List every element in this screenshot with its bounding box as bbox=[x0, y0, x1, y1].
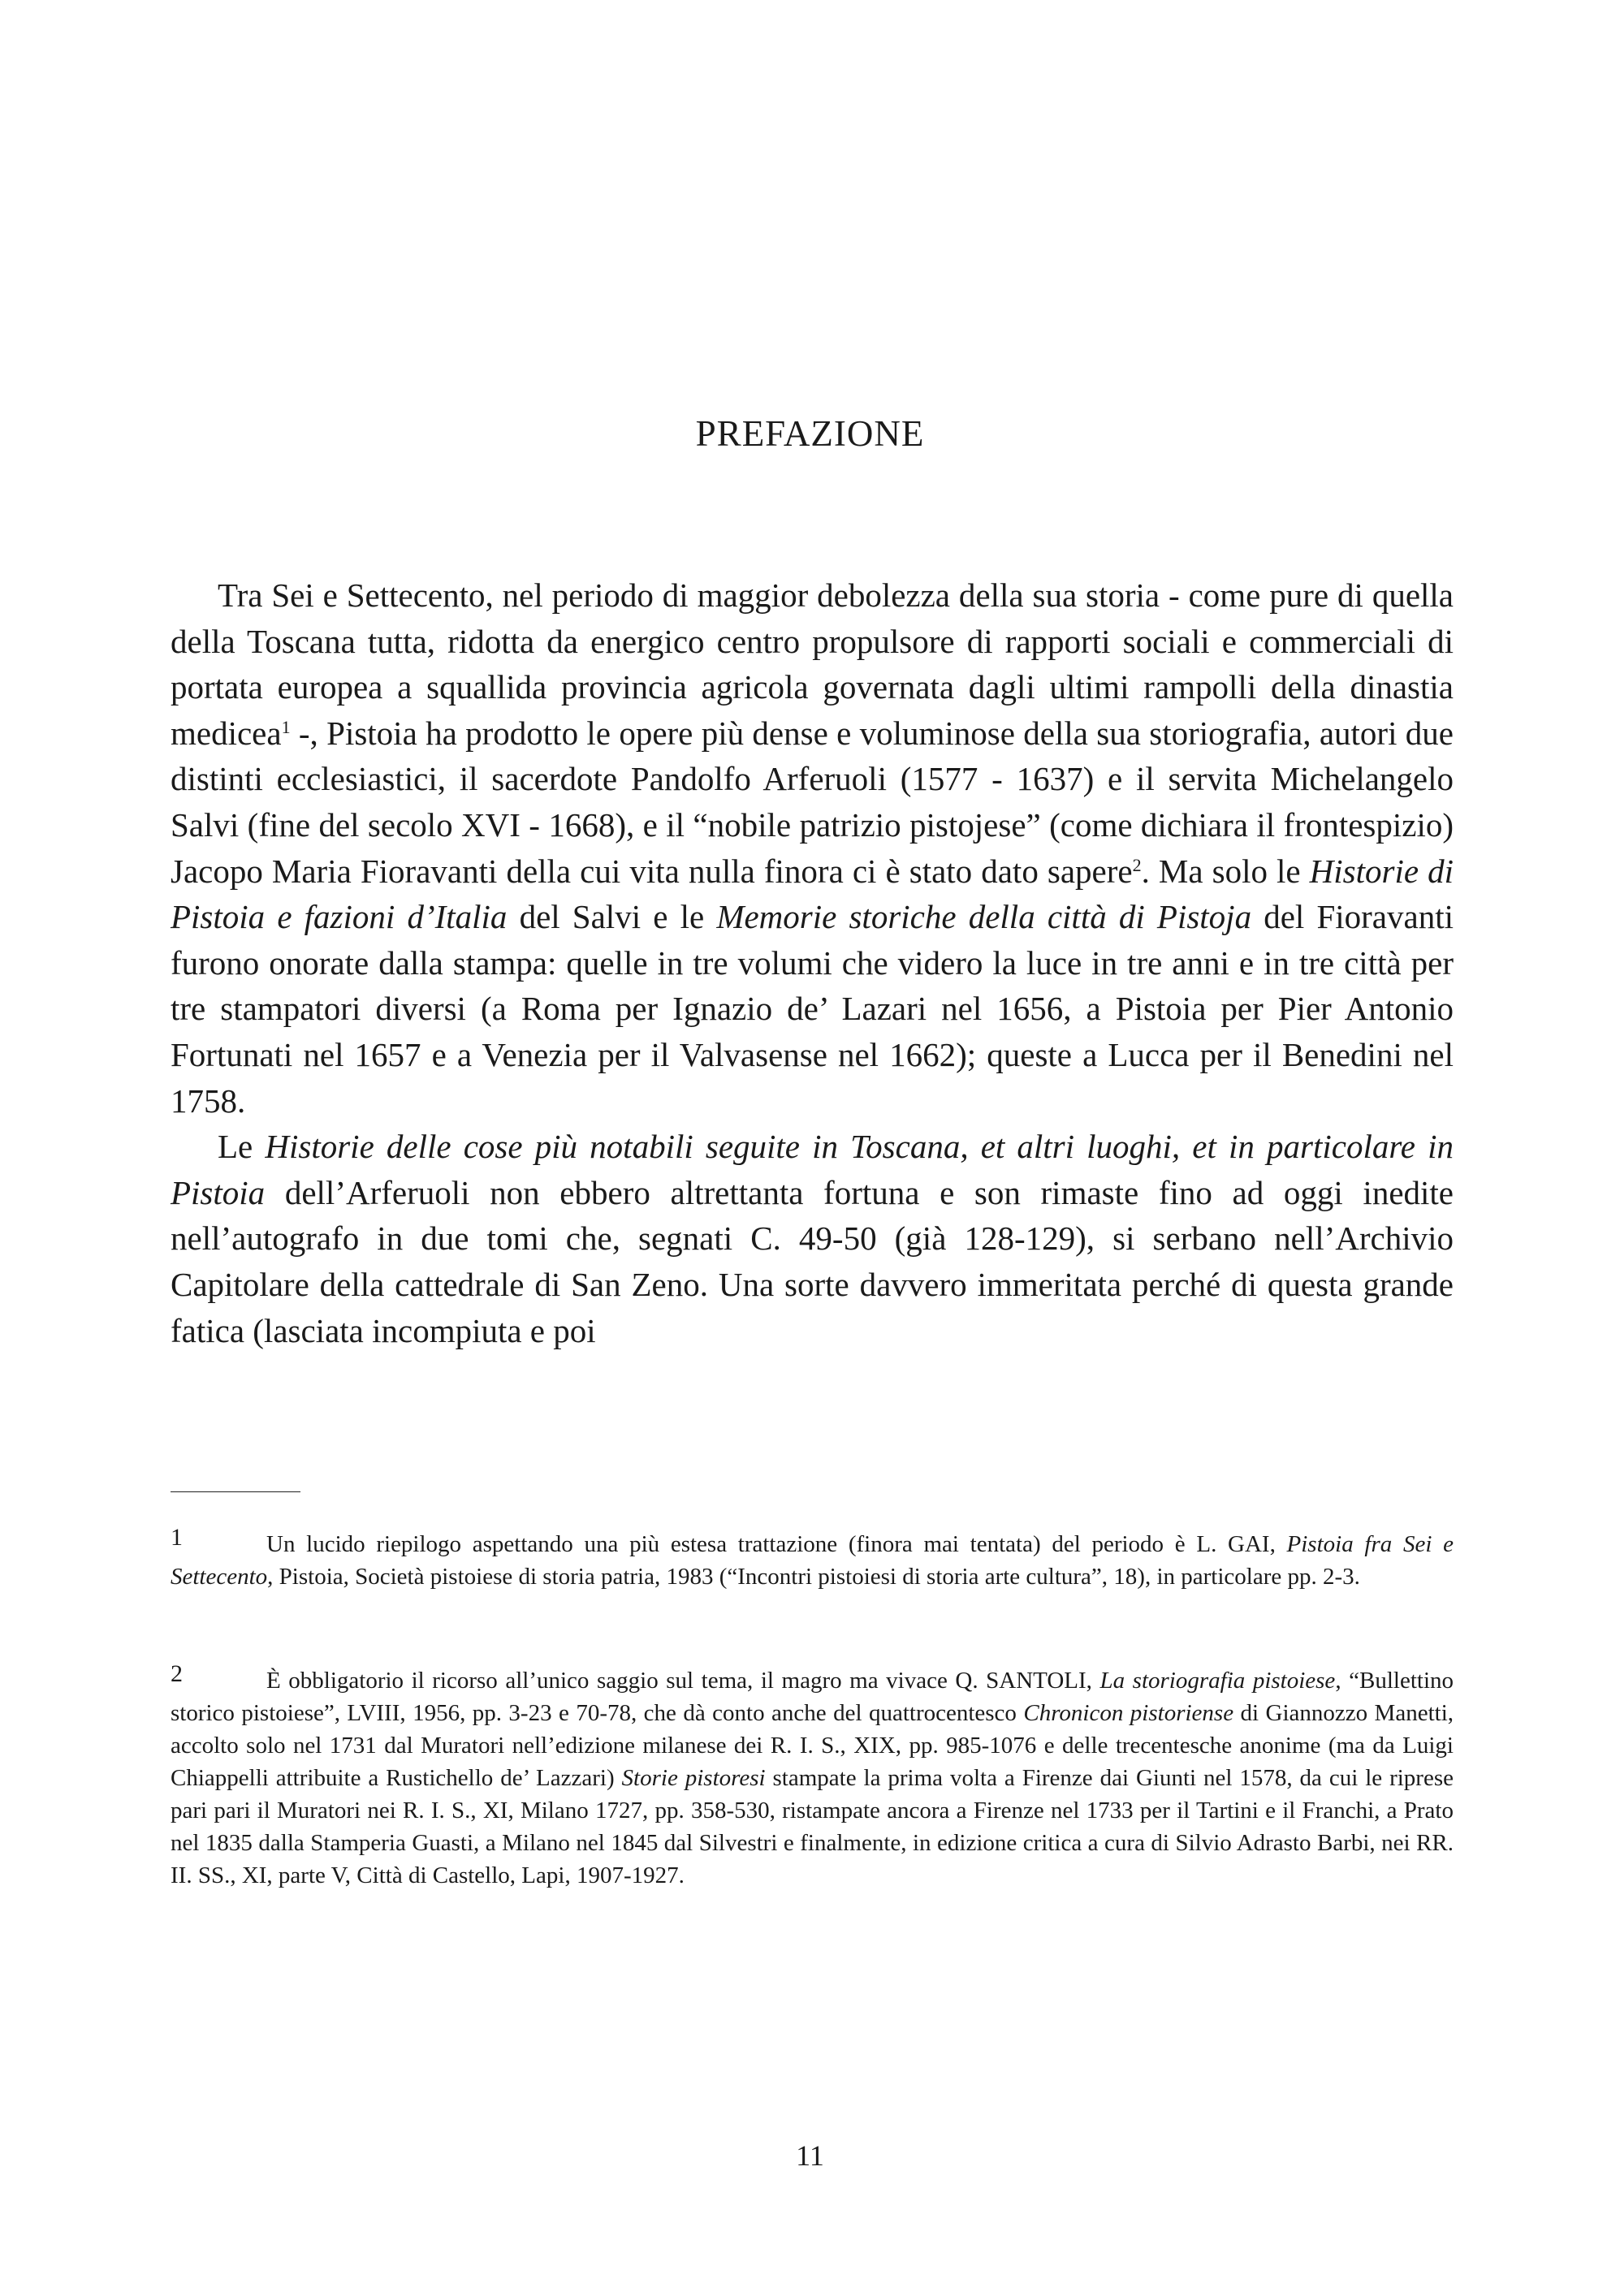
footnote bbox=[171, 1660, 1454, 1892]
italic-title: Storie pistoresi bbox=[621, 1765, 766, 1791]
page-number: 11 bbox=[796, 2139, 824, 2172]
text-run: , Pistoia, Società pistoiese di storia patria, 1983 (“Incontri pistoiesi di storia arte cultura”, 18), in particolare pp. 2-3. bbox=[267, 1564, 1360, 1590]
body-text bbox=[171, 572, 1454, 1353]
page-title: PREFAZIONE bbox=[695, 413, 925, 454]
text-run: Un lucido riepilogo aspettando una più estesa trattazione (finora mai tentata) del periodo è L. GAI, bbox=[266, 1531, 1287, 1557]
text-run: del Salvi e le bbox=[507, 898, 717, 936]
footnote bbox=[171, 1524, 1454, 1593]
text-run: È obbligatorio il ricorso all’unico saggio sul tema, il magro ma vivace Q. SANTOLI, bbox=[266, 1668, 1100, 1694]
italic-title: Historie delle cose più notabili seguite in Toscana, et altri luoghi, et in particolare in Pistoia bbox=[171, 1128, 1454, 1211]
text-run: del Fioravanti furono onorate dalla stampa: quelle in tre volumi che videro la luce in tre anni e in tre città per tre stampatori diversi (a Roma per Ignazio de’ Lazari nel 1656, a Pistoia per Pier Antonio Fortunati nel 1657 e a Venezia per il Valvasense nel 1662); queste a Lucca per il Benedini nel 1758. bbox=[171, 898, 1454, 1120]
italic-title: Chronicon pistoriense bbox=[1023, 1700, 1234, 1726]
text-run: di Giannozzo Manetti, accolto solo nel 1731 dal Muratori nell’edizione milanese dei R. I. S., XIX, pp. 985-1076 e delle trecentesche anonime (ma da Luigi Chiappelli attribuite a Rustichello de’ Lazzari) bbox=[171, 1700, 1454, 1791]
text-run: -, Pistoia ha prodotto le opere più dense e voluminose della sua storiografia, autori due distinti ecclesiastici, il sacerdote Pandolfo Arferuoli (1577 - 1637) e il servita Michelangelo Salvi (fine del secolo XVI - 1668), e il “nobile patrizio pistojese” (come dichiara il frontespizio) Jacopo Maria Fioravanti della cui vita nulla finora ci è stato dato sapere bbox=[171, 714, 1454, 890]
footnote-number: 2 bbox=[171, 1660, 183, 1687]
italic-title: Historie di Pistoia e fazioni d’Italia bbox=[171, 852, 1454, 936]
paragraph bbox=[171, 1124, 1454, 1353]
footnote-reference[interactable]: 1 bbox=[281, 716, 291, 737]
footnote-text bbox=[171, 1664, 1454, 1892]
footnote-reference[interactable]: 2 bbox=[1132, 854, 1142, 875]
italic-title: Memorie storiche della città di Pistoja bbox=[716, 898, 1252, 936]
italic-title: La storiografia pistoiese bbox=[1099, 1668, 1336, 1694]
footnote-number: 1 bbox=[171, 1524, 183, 1551]
text-run: dell’Arferuoli non ebbero altrettanta fortuna e son rimaste fino ad oggi inedite nell’autografo in due tomi che, segnati C. 49-50 (già 128-129), si serbano nell’Archivio Capitolare della cattedrale di San Zeno. Una sorte davvero immeritata perché di questa grande fatica (lasciata incompiuta e poi bbox=[171, 1173, 1454, 1349]
text-run: stampate la prima volta a Firenze dai Giunti nel 1578, da cui le riprese pari pari il Muratori nei R. I. S., XI, Milano 1727, pp. 358-530, ristampate ancora a Firenze nel 1733 per il Tartini e il Franchi, a Prato nel 1835 dalla Stamperia Guasti, a Milano nel 1845 dal Silvestri e finalmente, in edizione critica a cura di Silvio Adrasto Barbi, nei RR. II. SS., XI, parte V, Città di Castello, Lapi, 1907-1927. bbox=[171, 1765, 1454, 1888]
text-run: Tra Sei e Settecento, nel periodo di maggior debolezza della sua storia - come pure di quella della Toscana tutta, ridotta da energico centro propulsore di rapporti sociali e commerciali di portata europea a squallida provincia agricola governata dagli ultimi rampolli della dinastia medicea bbox=[171, 576, 1454, 752]
paragraph bbox=[171, 572, 1454, 1124]
italic-title: Pistoia fra Sei e Settecento bbox=[171, 1531, 1454, 1590]
footnote-separator bbox=[171, 1491, 300, 1492]
text-run: Le bbox=[218, 1128, 266, 1166]
footnote-text bbox=[171, 1528, 1454, 1593]
text-run: , “Bullettino storico pistoiese”, LVIII, 1956, pp. 3-23 e 70-78, che dà conto anche del quattrocentesco bbox=[171, 1668, 1454, 1726]
text-run: . Ma solo le bbox=[1141, 852, 1310, 890]
